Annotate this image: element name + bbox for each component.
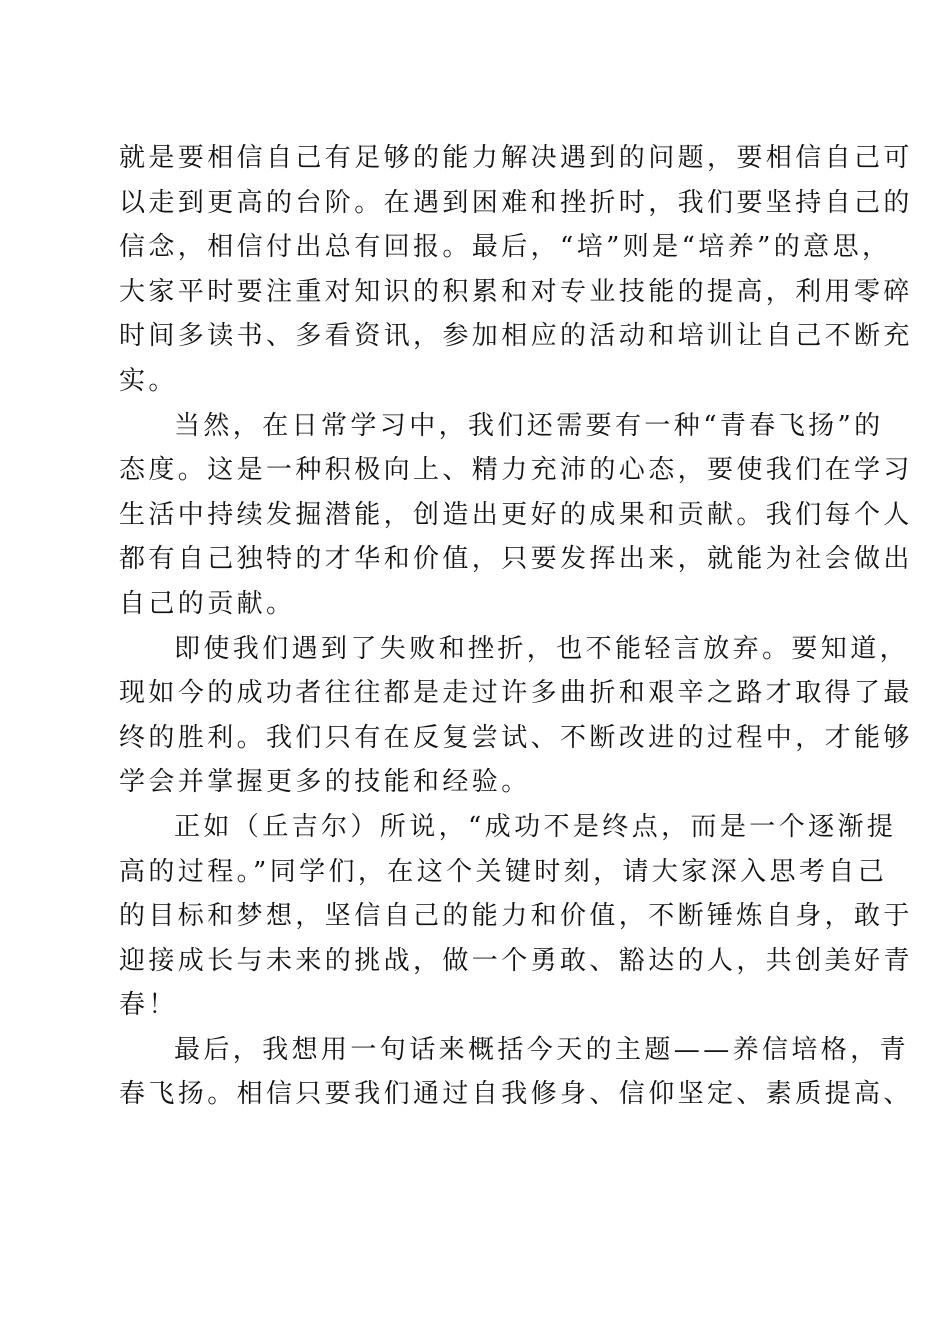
text-line: 的目标和梦想，坚信自己的能力和价值，不断锤炼自身，敢于 xyxy=(119,901,913,932)
text-line: 春飞扬。相信只要我们通过自我修身、信仰坚定、素质提高、 xyxy=(119,1079,913,1110)
text-line: 以走到更高的台阶。在遇到困难和挫折时，我们要坚持自己的 xyxy=(119,187,913,218)
text-line: 就是要相信自己有足够的能力解决遇到的问题，要相信自己可 xyxy=(119,143,913,173)
text-line: 春！ xyxy=(119,990,178,1021)
body-text xyxy=(119,136,913,1117)
paragraph-first-line: 即使我们遇到了失败和挫折，也不能轻言放弃。要知道， xyxy=(174,633,910,664)
text-line: 态度。这是一种积极向上、精力充沛的心态，要使我们在学习 xyxy=(119,455,913,486)
text-line: 自己的贡献。 xyxy=(119,588,296,619)
text-line: 迎接成长与未来的挑战，做一个勇敢、豁达的人，共创美好青 xyxy=(119,945,913,976)
text-line: 都有自己独特的才华和价值，只要发挥出来，就能为社会做出 xyxy=(119,544,913,575)
text-line: 高的过程。”同学们，在这个关键时刻，请大家深入思考自己 xyxy=(119,856,888,887)
text-line: 大家平时要注重对知识的积累和对专业技能的提高，利用零碎 xyxy=(119,276,913,307)
text-line: 学会并掌握更多的技能和经验。 xyxy=(119,767,531,798)
paragraph-first-line: 最后，我想用一句话来概括今天的主题——养信培格，青 xyxy=(174,1034,910,1065)
paragraph-first-line: 当然，在日常学习中，我们还需要有一种“青春飞扬”的 xyxy=(174,410,884,441)
text-line: 实。 xyxy=(119,365,178,396)
text-line: 时间多读书、多看资讯，参加相应的活动和培训让自己不断充 xyxy=(119,321,913,352)
text-line: 现如今的成功者往往都是走过许多曲折和艰辛之路才取得了最 xyxy=(119,678,913,709)
paragraph-first-line: 正如（丘吉尔）所说，“成功不是终点，而是一个逐渐提 xyxy=(174,811,897,842)
text-line: 信念，相信付出总有回报。最后，“培”则是“培养”的意思， xyxy=(119,232,892,263)
text-line: 生活中持续发掘潜能，创造出更好的成果和贡献。我们每个人 xyxy=(119,499,913,530)
text-line: 终的胜利。我们只有在反复尝试、不断改进的过程中，才能够 xyxy=(119,722,913,753)
